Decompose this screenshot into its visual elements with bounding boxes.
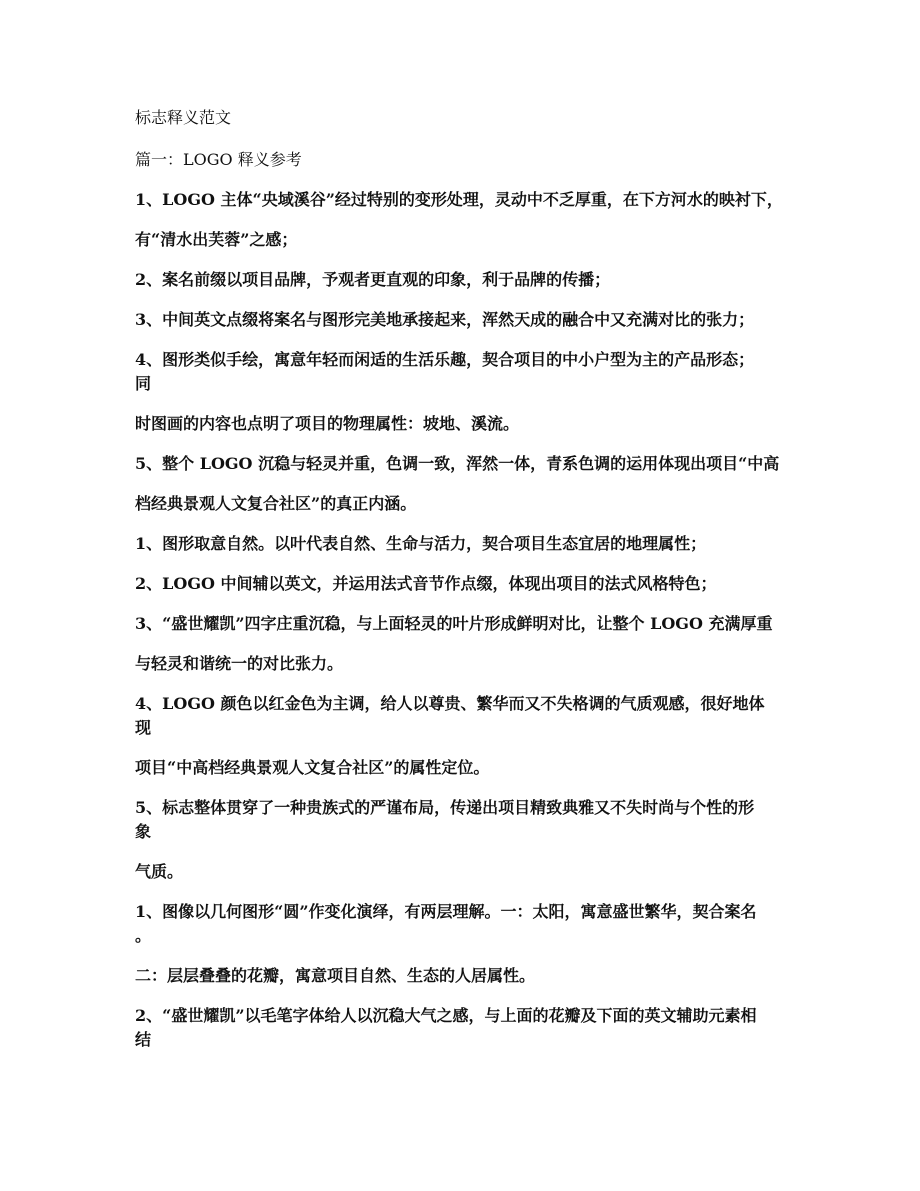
text-line: 结 <box>135 1030 152 1049</box>
text-line: 1、图形取意自然。以叶代表自然、生命与活力，契合项目生态宜居的地理属性； <box>135 534 707 553</box>
text-line: 有“清水出芙蓉”之感； <box>135 230 298 249</box>
text-line: 1、LOGO 主体“央域溪谷”经过特别的变形处理，灵动中不乏厚重，在下方河水的映衬下， <box>135 190 783 209</box>
text-line: 时图画的内容也点明了项目的物理属性：坡地、溪流。 <box>135 414 520 433</box>
text-line: 篇一：LOGO 释义参考 <box>135 150 302 169</box>
text-line: 气质。 <box>135 862 184 881</box>
text-line: 1、图像以几何图形“圆”作变化演绎，有两层理解。一：太阳，寓意盛世繁华，契合案名 <box>135 902 757 921</box>
text-line: 项目“中高档经典景观人文复合社区”的属性定位。 <box>135 758 490 777</box>
text-line: 3、中间英文点缀将案名与图形完美地承接起来，浑然天成的融合中又充满对比的张力； <box>135 310 755 329</box>
text-line: 5、整个 LOGO 沉稳与轻灵并重，色调一致，浑然一体，青系色调的运用体现出项目“中高 <box>135 454 780 473</box>
text-line: 档经典景观人文复合社区”的真正内涵。 <box>135 494 417 513</box>
text-line: 同 <box>135 374 152 393</box>
text-line: 5、标志整体贯穿了一种贵族式的严谨布局，传递出项目精致典雅又不失时尚与个性的形 <box>135 798 755 817</box>
text-line: 与轻灵和谐统一的对比张力。 <box>135 654 344 673</box>
text-line: 2、LOGO 中间辅以英文，并运用法式音节作点缀，体现出项目的法式风格特色； <box>135 574 717 593</box>
text-line: 二：层层叠叠的花瓣，寓意项目自然、生态的人居属性。 <box>135 966 536 985</box>
text-line: 象 <box>135 822 152 841</box>
text-line: 2、“盛世耀凯”以毛笔字体给人以沉稳大气之感，与上面的花瓣及下面的英文辅助元素相 <box>135 1006 757 1025</box>
text-line: 3、“盛世耀凯”四字庄重沉稳，与上面轻灵的叶片形成鲜明对比，让整个 LOGO 充满厚重 <box>135 614 773 633</box>
text-line: 4、LOGO 颜色以红金色为主调，给人以尊贵、繁华而又不失格调的气质观感，很好地体 <box>135 694 765 713</box>
text-line: 。 <box>135 926 152 945</box>
document-title: 标志释义范文 <box>135 108 232 127</box>
text-line: 2、案名前缀以项目品牌，予观者更直观的印象，利于品牌的传播； <box>135 270 611 289</box>
text-line: 现 <box>135 718 152 737</box>
text-line: 4、图形类似手绘，寓意年轻而闲适的生活乐趣，契合项目的中小户型为主的产品形态； <box>135 350 755 369</box>
